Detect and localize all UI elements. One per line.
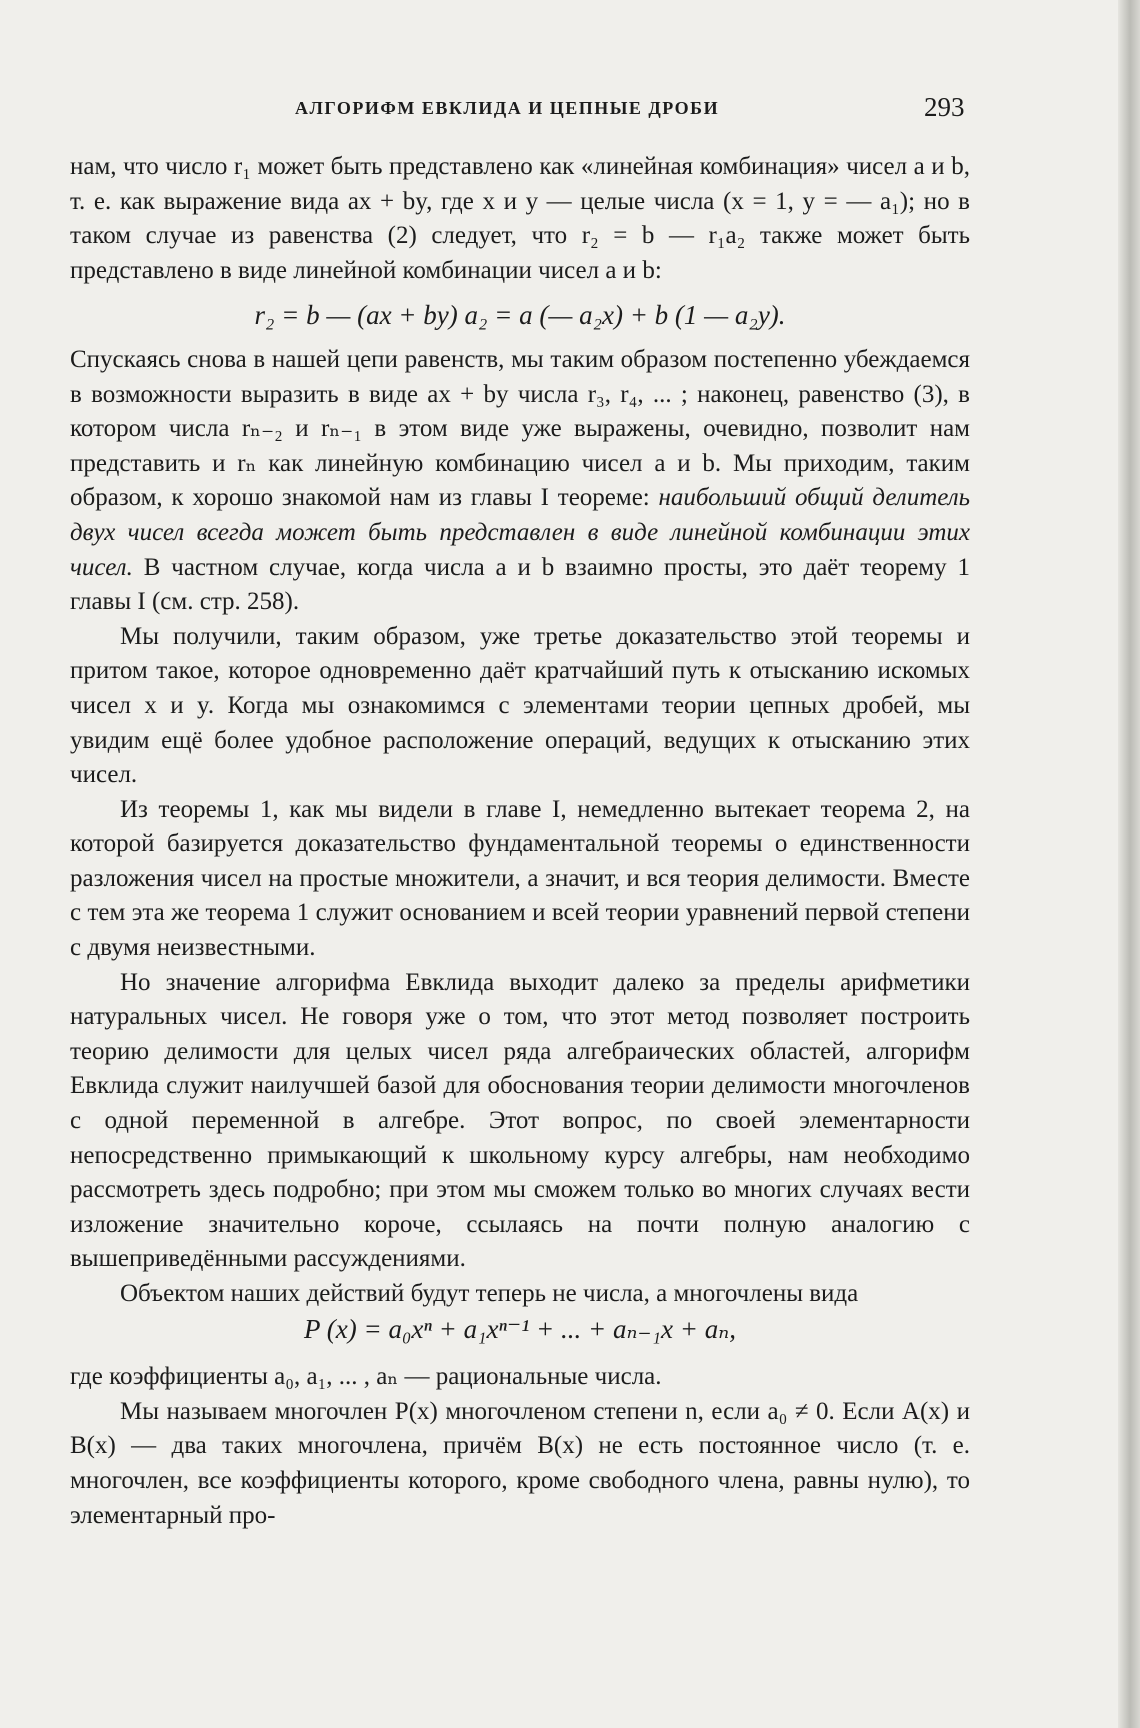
- book-spine-shadow: [1118, 0, 1140, 1728]
- paragraph-2-text-a: Спускаясь снова в нашей цепи равенств, мы таким образом постепенно убеждаемся в возможности выразить в виде ax + by числа r₃, r₄, ... ; наконец, равенство (3), в котором числа rₙ₋₂ и rₙ₋₁ в этом виде уже выражены, очевидно, позволит нам представить и rₙ как линейную комбинацию чисел a и b. Мы приходим, таким образом, к хорошо знакомой нам из главы I теореме:: [70, 345, 970, 512]
- paragraph-7: где коэффициенты a₀, a₁, ... , aₙ — рациональные числа.: [70, 1363, 662, 1391]
- page-header: [0, 92, 1040, 132]
- running-head: АЛГОРИФМ ЕВКЛИДА И ЦЕПНЫЕ ДРОБИ: [295, 98, 720, 118]
- paragraph-4: Из теоремы 1, как мы видели в главе I, немедленно вытекает теорема 2, на которой базируется доказательство фундаментальной теоремы о единственности разложения чисел на простые множители, а значит, и вся теория делимости. Вместе с тем эта же теорема 1 служит основанием и всей теории уравнений первой степени с двумя неизвестными.: [70, 795, 970, 962]
- paragraph-2-text-b: В частном случае, когда числа a и b взаимно просты, это даёт теорему 1 главы I (см. стр. 258).: [70, 553, 970, 616]
- page-body: [70, 150, 970, 1533]
- paragraph-8: Мы называем многочлен P(x) многочленом степени n, если a₀ ≠ 0. Если A(x) и B(x) — два таких многочлена, причём B(x) не есть постоянное число (т. е. многочлен, все коэффициенты которого, кроме свободного члена, равны нулю), то элементарный про-: [70, 1397, 970, 1529]
- paragraph-6: Объектом наших действий будут теперь не числа, а многочлены вида: [120, 1280, 859, 1307]
- formula-polynomial: P (x) = a₀xⁿ + a₁xⁿ⁻¹ + ... + aₙ₋₁x + aₙ,: [304, 1313, 736, 1344]
- page-number: 293: [924, 92, 965, 122]
- paragraph-2: [70, 343, 970, 620]
- theorem-statement: наибольший общий делитель двух чисел всегда может быть представлен в виде линейной комбинации этих чисел.: [70, 484, 971, 581]
- formula-r2: r₂ = b — (ax + by) a₂ = a (— a₂x) + b (1 — a₂y).: [254, 300, 786, 331]
- paragraph-5: Но значение алгорифма Евклида выходит далеко за пределы арифметики натуральных чисел. Не говоря уже о том, что этот метод позволяет построить теорию делимости для целых чисел ряда алгебраических областей, алгорифм Евклида служит наилучшей базой для обоснования теории делимости многочленов с одной переменной в алгебре. Этот вопрос, по своей элементарности непосредственно примыкающий к школьному курсу алгебры, нам необходимо рассмотреть здесь подробно; при этом мы сможем только во многих случаях вести изложение значительно короче, ссылаясь на почти полную аналогию с вышеприведёнными рассуждениями.: [70, 968, 970, 1273]
- paragraph-3: Мы получили, таким образом, уже третье доказательство этой теоремы и притом такое, которое одновременно даёт кратчайший путь к отысканию искомых чисел x и y. Когда мы ознакомимся с элементами теории цепных дробей, мы увидим ещё более удобное расположение операций, ведущих к отысканию этих чисел.: [70, 622, 970, 789]
- paragraph-1: нам, что число r₁ может быть представлено как «линейная комбинация» чисел a и b, т. е. как выражение вида ax + by, где x и y — целые числа (x = 1, y = — a₁); но в таком случае из равенства (2) следует, что r₂ = b — r₁a₂ также может быть представлено в виде линейной комбинации чисел a и b:: [70, 153, 970, 284]
